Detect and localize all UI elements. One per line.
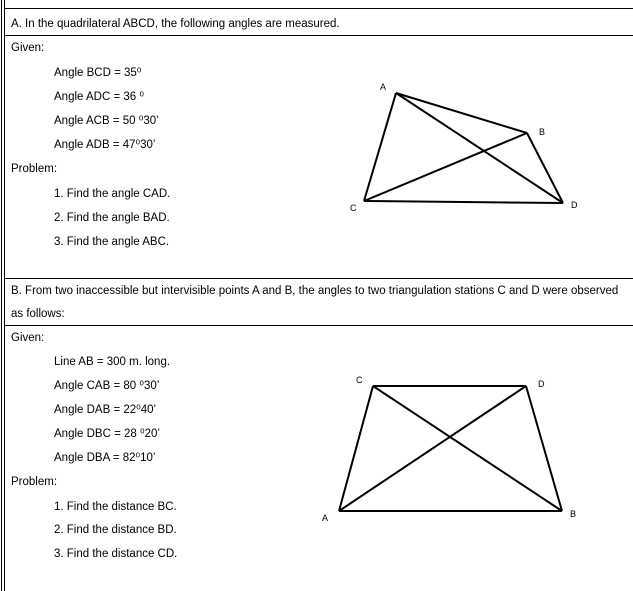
part-a-problem-1: 1. Find the angle CAD. xyxy=(54,188,171,200)
diagonal-cb xyxy=(373,386,562,511)
part-a-problem-label: Problem: xyxy=(11,163,58,175)
part-b-problem-3: 3. Find the distance CD. xyxy=(54,548,178,560)
vertex-label-b: B xyxy=(539,127,546,137)
part-b-problem-label: Problem: xyxy=(11,476,58,488)
part-a-given-acb: Angle ACB = 50 ⁰30’ xyxy=(54,115,159,127)
vertex-label-d: D xyxy=(538,379,545,389)
part-a-heading: A. In the quadrilateral ABCD, the following angles are measured. xyxy=(11,18,340,30)
part-a-given-label: Given: xyxy=(11,42,45,54)
part-b-given-dab: Angle DAB = 22⁰40’ xyxy=(54,404,157,416)
vertex-label-c: C xyxy=(350,203,357,213)
part-a-problem-2: 2. Find the angle BAD. xyxy=(54,212,170,224)
part-a-given-bcd: Angle BCD = 35⁰ xyxy=(54,67,142,79)
part-b-heading: B. From two inaccessible but intervisible points A and B, the angles to two triangulation stations C and D were observed xyxy=(11,285,619,297)
vertex-label-b: B xyxy=(570,509,577,519)
part-b-problem-1: 1. Find the distance BC. xyxy=(54,501,177,513)
vertex-label-c: C xyxy=(356,375,363,385)
vertex-label-a: A xyxy=(322,513,329,523)
part-b-given-dbc: Angle DBC = 28 ⁰20’ xyxy=(54,428,160,440)
edge-db xyxy=(526,386,562,511)
part-b-problem-2: 2. Find the distance BD. xyxy=(54,524,177,536)
vertex-label-d: D xyxy=(571,200,578,210)
part-a-problem-3: 3. Find the angle ABC. xyxy=(54,236,170,248)
part-b-given-dba: Angle DBA = 82⁰10’ xyxy=(54,452,156,464)
part-a-given-adc: Angle ADC = 36 ⁰ xyxy=(54,91,144,103)
part-b-given-label: Given: xyxy=(11,332,45,344)
part-a-given-adb: Angle ADB = 47⁰30’ xyxy=(54,139,156,151)
vertex-label-a: A xyxy=(380,82,387,92)
part-b-given-cab: Angle CAB = 80 ⁰30’ xyxy=(54,380,160,392)
part-b-given-ab: Line AB = 300 m. long. xyxy=(54,356,171,368)
part-b-heading-cont: as follows: xyxy=(11,308,65,320)
